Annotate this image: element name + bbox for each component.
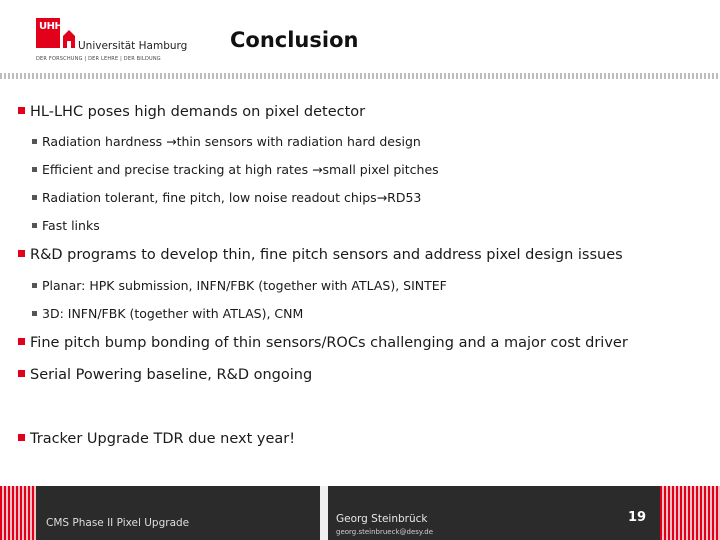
bullet-rnd-programs: R&D programs to develop thin, fine pitch sensors and address pixel design issues	[18, 247, 623, 263]
sub-bullet: Efficient and precise tracking at high rates →small pixel pitches	[32, 162, 439, 177]
bullet-marker	[18, 370, 25, 377]
footer-stripe-right	[660, 486, 720, 540]
footer-email: georg.steinbrueck@desy.de	[336, 528, 434, 536]
footer-talk-title: CMS Phase II Pixel Upgrade	[36, 486, 320, 540]
sub-bullet-marker	[32, 223, 37, 228]
sub-bullet-marker	[32, 167, 37, 172]
sub-bullet: Radiation tolerant, fine pitch, low noise readout chips→RD53	[32, 190, 421, 205]
sub-bullet-marker	[32, 311, 37, 316]
sub-bullet-marker	[32, 139, 37, 144]
slide-footer	[0, 486, 720, 540]
bullet-tdr: Tracker Upgrade TDR due next year!	[18, 431, 295, 447]
university-tagline: DER FORSCHUNG | DER LEHRE | DER BILDUNG	[36, 56, 161, 62]
bullet-marker	[18, 434, 25, 441]
university-name: Universität Hamburg	[78, 40, 188, 52]
footer-separator	[320, 486, 328, 540]
footer-author: Georg Steinbrück	[336, 513, 428, 525]
bullet-marker	[18, 338, 25, 345]
sub-bullet: Radiation hardness →thin sensors with radiation hard design	[32, 134, 421, 149]
uhh-logo-mark: UHH	[36, 18, 60, 48]
footer-author-box	[328, 486, 620, 540]
bullet-serial-powering: Serial Powering baseline, R&D ongoing	[18, 367, 312, 383]
sub-bullet: 3D: INFN/FBK (together with ATLAS), CNM	[32, 306, 303, 321]
sub-bullet-marker	[32, 195, 37, 200]
sub-bullet: Planar: HPK submission, INFN/FBK (together with ATLAS), SINTEF	[32, 278, 447, 293]
slide-title: Conclusion	[230, 28, 359, 52]
sub-bullet-marker	[32, 283, 37, 288]
bullet-marker	[18, 250, 25, 257]
sub-bullet: Fast links	[32, 218, 100, 233]
page-number: 19	[628, 510, 647, 525]
footer-stripe-left	[0, 486, 36, 540]
bullet-marker	[18, 107, 25, 114]
bullet-hl-lhc: HL-LHC poses high demands on pixel detector	[18, 104, 365, 120]
bullet-bump-bonding: Fine pitch bump bonding of thin sensors/ROCs challenging and a major cost driver	[18, 335, 628, 351]
